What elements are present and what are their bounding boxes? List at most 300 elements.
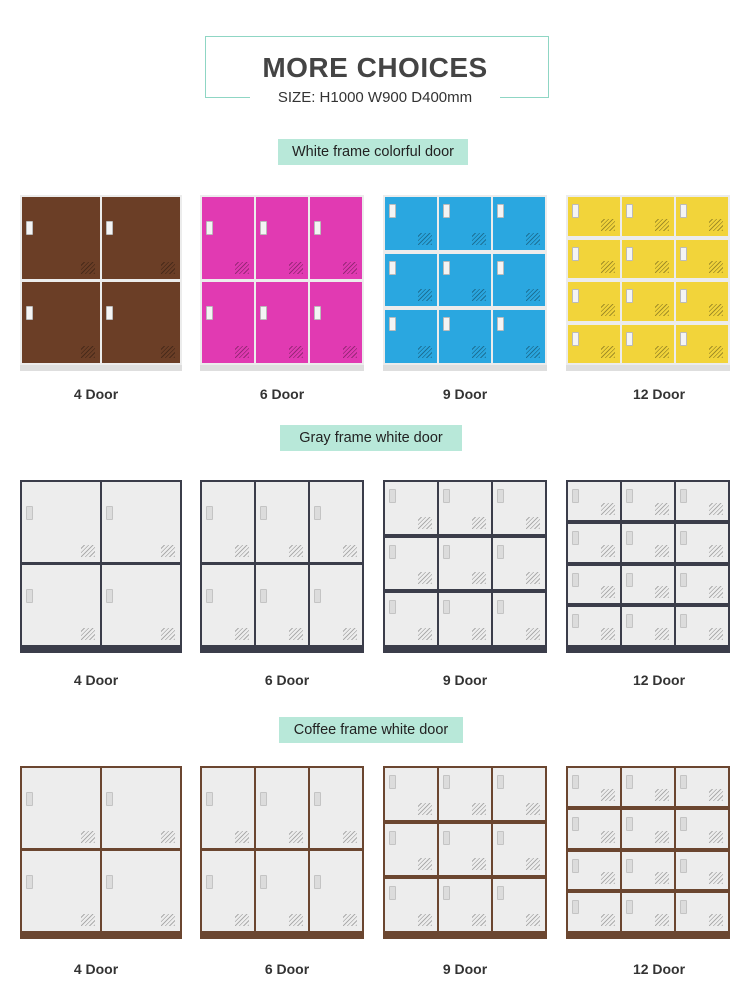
vent-icon bbox=[655, 545, 669, 557]
locker-door bbox=[385, 768, 437, 820]
locker-door bbox=[102, 565, 180, 645]
locker-door bbox=[256, 851, 308, 931]
vent-icon bbox=[418, 233, 432, 245]
vent-icon bbox=[472, 572, 486, 584]
locker-door bbox=[256, 482, 308, 562]
locker-door bbox=[202, 768, 254, 848]
locker-door bbox=[622, 810, 674, 848]
vent-icon bbox=[472, 517, 486, 529]
lock-handle-icon bbox=[260, 589, 267, 603]
locker-door bbox=[568, 852, 620, 890]
lock-handle-icon bbox=[106, 306, 113, 320]
lock-handle-icon bbox=[626, 289, 633, 303]
locker-door bbox=[310, 565, 362, 645]
locker-door bbox=[439, 824, 491, 876]
vent-icon bbox=[289, 831, 303, 843]
locker-base bbox=[383, 933, 547, 939]
locker-door bbox=[310, 482, 362, 562]
vent-icon bbox=[418, 803, 432, 815]
locker-door bbox=[493, 197, 545, 250]
locker-door bbox=[676, 893, 728, 931]
locker-door bbox=[22, 851, 100, 931]
lock-handle-icon bbox=[572, 332, 579, 346]
vent-icon bbox=[343, 545, 357, 557]
locker-door bbox=[310, 768, 362, 848]
locker-white-12-door bbox=[566, 195, 730, 365]
vent-icon bbox=[655, 872, 669, 884]
vent-icon bbox=[601, 545, 615, 557]
lock-handle-icon bbox=[443, 831, 450, 845]
locker-door bbox=[439, 197, 491, 250]
section-label-gray-frame: Gray frame white door bbox=[280, 425, 462, 451]
locker-door bbox=[256, 197, 308, 279]
lock-handle-icon bbox=[572, 289, 579, 303]
lock-handle-icon bbox=[389, 204, 396, 218]
lock-handle-icon bbox=[680, 531, 687, 545]
locker-door bbox=[439, 310, 491, 363]
vent-icon bbox=[709, 346, 723, 358]
locker-door bbox=[676, 325, 728, 364]
lock-handle-icon bbox=[680, 332, 687, 346]
vent-icon bbox=[709, 503, 723, 515]
locker-door bbox=[622, 893, 674, 931]
vent-icon bbox=[472, 628, 486, 640]
lock-handle-icon bbox=[572, 817, 579, 831]
locker-door bbox=[622, 566, 674, 604]
locker-door bbox=[676, 197, 728, 236]
vent-icon bbox=[601, 346, 615, 358]
lock-handle-icon bbox=[680, 289, 687, 303]
vent-icon bbox=[235, 545, 249, 557]
lock-handle-icon bbox=[106, 875, 113, 889]
locker-door bbox=[568, 325, 620, 364]
lock-handle-icon bbox=[26, 306, 33, 320]
vent-icon bbox=[526, 803, 540, 815]
locker-white-9-door bbox=[383, 195, 547, 365]
locker-base bbox=[383, 647, 547, 653]
locker-door bbox=[568, 893, 620, 931]
locker-door bbox=[676, 282, 728, 321]
locker-door bbox=[493, 310, 545, 363]
lock-handle-icon bbox=[497, 204, 504, 218]
lock-handle-icon bbox=[572, 900, 579, 914]
locker-base bbox=[200, 647, 364, 653]
vent-icon bbox=[601, 628, 615, 640]
vent-icon bbox=[601, 219, 615, 231]
locker-door bbox=[310, 282, 362, 364]
locker-door bbox=[676, 566, 728, 604]
lock-handle-icon bbox=[206, 221, 213, 235]
lock-handle-icon bbox=[680, 614, 687, 628]
caption-gray-4-door: 4 Door bbox=[73, 672, 119, 688]
locker-door bbox=[102, 768, 180, 848]
vent-icon bbox=[161, 545, 175, 557]
vent-icon bbox=[472, 858, 486, 870]
vent-icon bbox=[526, 517, 540, 529]
caption-coffee-4-door: 4 Door bbox=[73, 961, 119, 977]
locker-door bbox=[385, 824, 437, 876]
lock-handle-icon bbox=[260, 221, 267, 235]
vent-icon bbox=[161, 262, 175, 274]
lock-handle-icon bbox=[314, 221, 321, 235]
locker-door bbox=[568, 607, 620, 645]
lock-handle-icon bbox=[626, 900, 633, 914]
vent-icon bbox=[655, 628, 669, 640]
locker-door bbox=[102, 851, 180, 931]
locker-door bbox=[22, 565, 100, 645]
locker-coffee-4-door bbox=[20, 766, 182, 933]
lock-handle-icon bbox=[443, 261, 450, 275]
locker-door bbox=[102, 197, 180, 279]
vent-icon bbox=[161, 346, 175, 358]
locker-door bbox=[568, 482, 620, 520]
lock-handle-icon bbox=[680, 204, 687, 218]
vent-icon bbox=[418, 858, 432, 870]
vent-icon bbox=[418, 572, 432, 584]
locker-door bbox=[102, 282, 180, 364]
locker-door bbox=[622, 482, 674, 520]
caption-white-12-door: 12 Door bbox=[632, 386, 686, 402]
vent-icon bbox=[472, 914, 486, 926]
size-spec: SIZE: H1000 W900 D400mm bbox=[250, 88, 500, 108]
locker-door bbox=[622, 768, 674, 806]
locker-base bbox=[383, 365, 547, 371]
lock-handle-icon bbox=[572, 489, 579, 503]
locker-door bbox=[439, 768, 491, 820]
locker-door bbox=[622, 282, 674, 321]
lock-handle-icon bbox=[26, 506, 33, 520]
vent-icon bbox=[289, 262, 303, 274]
lock-handle-icon bbox=[680, 859, 687, 873]
vent-icon bbox=[81, 914, 95, 926]
vent-icon bbox=[601, 261, 615, 273]
locker-door bbox=[22, 197, 100, 279]
locker-door bbox=[676, 240, 728, 279]
lock-handle-icon bbox=[106, 792, 113, 806]
vent-icon bbox=[655, 914, 669, 926]
vent-icon bbox=[81, 628, 95, 640]
lock-handle-icon bbox=[389, 489, 396, 503]
locker-door bbox=[493, 879, 545, 931]
lock-handle-icon bbox=[389, 545, 396, 559]
locker-door bbox=[256, 565, 308, 645]
lock-handle-icon bbox=[680, 573, 687, 587]
vent-icon bbox=[418, 517, 432, 529]
vent-icon bbox=[289, 914, 303, 926]
locker-door bbox=[676, 524, 728, 562]
lock-handle-icon bbox=[626, 859, 633, 873]
locker-door bbox=[622, 325, 674, 364]
locker-door bbox=[22, 482, 100, 562]
vent-icon bbox=[709, 586, 723, 598]
vent-icon bbox=[709, 628, 723, 640]
vent-icon bbox=[655, 831, 669, 843]
vent-icon bbox=[655, 503, 669, 515]
vent-icon bbox=[601, 789, 615, 801]
lock-handle-icon bbox=[497, 489, 504, 503]
locker-door bbox=[202, 197, 254, 279]
vent-icon bbox=[418, 628, 432, 640]
vent-icon bbox=[81, 831, 95, 843]
locker-door bbox=[439, 879, 491, 931]
vent-icon bbox=[601, 586, 615, 598]
locker-door bbox=[568, 282, 620, 321]
locker-base bbox=[200, 365, 364, 371]
vent-icon bbox=[235, 914, 249, 926]
lock-handle-icon bbox=[26, 221, 33, 235]
caption-gray-9-door: 9 Door bbox=[442, 672, 488, 688]
vent-icon bbox=[601, 304, 615, 316]
caption-white-9-door: 9 Door bbox=[442, 386, 488, 402]
vent-icon bbox=[161, 831, 175, 843]
lock-handle-icon bbox=[260, 506, 267, 520]
vent-icon bbox=[526, 628, 540, 640]
vent-icon bbox=[235, 346, 249, 358]
locker-door bbox=[385, 593, 437, 645]
locker-door bbox=[568, 566, 620, 604]
locker-door bbox=[439, 254, 491, 307]
lock-handle-icon bbox=[443, 775, 450, 789]
lock-handle-icon bbox=[389, 317, 396, 331]
vent-icon bbox=[709, 219, 723, 231]
locker-door bbox=[676, 852, 728, 890]
vent-icon bbox=[161, 628, 175, 640]
vent-icon bbox=[526, 858, 540, 870]
lock-handle-icon bbox=[260, 306, 267, 320]
vent-icon bbox=[709, 304, 723, 316]
locker-door bbox=[439, 593, 491, 645]
locker-gray-6-door bbox=[200, 480, 364, 647]
caption-coffee-12-door: 12 Door bbox=[632, 961, 686, 977]
locker-door bbox=[22, 768, 100, 848]
vent-icon bbox=[418, 289, 432, 301]
locker-gray-9-door bbox=[383, 480, 547, 647]
lock-handle-icon bbox=[572, 204, 579, 218]
locker-door bbox=[439, 538, 491, 590]
lock-handle-icon bbox=[572, 531, 579, 545]
locker-door bbox=[385, 482, 437, 534]
lock-handle-icon bbox=[572, 775, 579, 789]
lock-handle-icon bbox=[106, 506, 113, 520]
locker-door bbox=[493, 593, 545, 645]
locker-base bbox=[200, 933, 364, 939]
locker-door bbox=[202, 851, 254, 931]
vent-icon bbox=[472, 289, 486, 301]
locker-door bbox=[202, 565, 254, 645]
lock-handle-icon bbox=[389, 600, 396, 614]
lock-handle-icon bbox=[572, 859, 579, 873]
locker-white-6-door bbox=[200, 195, 364, 365]
locker-gray-12-door bbox=[566, 480, 730, 647]
lock-handle-icon bbox=[497, 545, 504, 559]
vent-icon bbox=[418, 914, 432, 926]
vent-icon bbox=[343, 628, 357, 640]
lock-handle-icon bbox=[314, 506, 321, 520]
lock-handle-icon bbox=[206, 792, 213, 806]
lock-handle-icon bbox=[497, 600, 504, 614]
vent-icon bbox=[81, 262, 95, 274]
vent-icon bbox=[418, 346, 432, 358]
lock-handle-icon bbox=[626, 531, 633, 545]
vent-icon bbox=[526, 572, 540, 584]
locker-white-4-door bbox=[20, 195, 182, 365]
locker-base bbox=[566, 365, 730, 371]
vent-icon bbox=[343, 914, 357, 926]
lock-handle-icon bbox=[497, 831, 504, 845]
lock-handle-icon bbox=[497, 775, 504, 789]
vent-icon bbox=[655, 304, 669, 316]
vent-icon bbox=[655, 789, 669, 801]
caption-coffee-6-door: 6 Door bbox=[264, 961, 310, 977]
locker-door bbox=[102, 482, 180, 562]
lock-handle-icon bbox=[26, 792, 33, 806]
caption-coffee-9-door: 9 Door bbox=[442, 961, 488, 977]
vent-icon bbox=[81, 545, 95, 557]
lock-handle-icon bbox=[497, 261, 504, 275]
vent-icon bbox=[472, 233, 486, 245]
lock-handle-icon bbox=[314, 792, 321, 806]
lock-handle-icon bbox=[626, 204, 633, 218]
vent-icon bbox=[709, 914, 723, 926]
locker-door bbox=[568, 240, 620, 279]
vent-icon bbox=[235, 831, 249, 843]
vent-icon bbox=[343, 262, 357, 274]
lock-handle-icon bbox=[314, 589, 321, 603]
locker-door bbox=[493, 254, 545, 307]
locker-door bbox=[202, 282, 254, 364]
locker-door bbox=[493, 824, 545, 876]
vent-icon bbox=[655, 346, 669, 358]
locker-door bbox=[493, 482, 545, 534]
locker-door bbox=[256, 282, 308, 364]
locker-coffee-6-door bbox=[200, 766, 364, 933]
locker-door bbox=[676, 768, 728, 806]
locker-base bbox=[566, 933, 730, 939]
vent-icon bbox=[601, 914, 615, 926]
lock-handle-icon bbox=[260, 875, 267, 889]
vent-icon bbox=[526, 289, 540, 301]
vent-icon bbox=[655, 261, 669, 273]
caption-gray-6-door: 6 Door bbox=[264, 672, 310, 688]
vent-icon bbox=[235, 628, 249, 640]
vent-icon bbox=[601, 831, 615, 843]
lock-handle-icon bbox=[572, 614, 579, 628]
locker-coffee-12-door bbox=[566, 766, 730, 933]
locker-coffee-9-door bbox=[383, 766, 547, 933]
lock-handle-icon bbox=[206, 589, 213, 603]
lock-handle-icon bbox=[497, 317, 504, 331]
lock-handle-icon bbox=[206, 306, 213, 320]
locker-door bbox=[676, 482, 728, 520]
vent-icon bbox=[343, 346, 357, 358]
caption-white-6-door: 6 Door bbox=[259, 386, 305, 402]
vent-icon bbox=[289, 545, 303, 557]
vent-icon bbox=[601, 503, 615, 515]
locker-door bbox=[256, 768, 308, 848]
vent-icon bbox=[161, 914, 175, 926]
lock-handle-icon bbox=[680, 817, 687, 831]
vent-icon bbox=[343, 831, 357, 843]
lock-handle-icon bbox=[680, 775, 687, 789]
lock-handle-icon bbox=[389, 886, 396, 900]
vent-icon bbox=[709, 545, 723, 557]
locker-door bbox=[22, 282, 100, 364]
caption-gray-12-door: 12 Door bbox=[632, 672, 686, 688]
lock-handle-icon bbox=[443, 489, 450, 503]
lock-handle-icon bbox=[626, 573, 633, 587]
lock-handle-icon bbox=[443, 545, 450, 559]
lock-handle-icon bbox=[389, 261, 396, 275]
vent-icon bbox=[709, 261, 723, 273]
lock-handle-icon bbox=[260, 792, 267, 806]
locker-door bbox=[493, 768, 545, 820]
locker-door bbox=[568, 768, 620, 806]
lock-handle-icon bbox=[26, 875, 33, 889]
lock-handle-icon bbox=[314, 875, 321, 889]
lock-handle-icon bbox=[206, 875, 213, 889]
lock-handle-icon bbox=[206, 506, 213, 520]
locker-door bbox=[385, 310, 437, 363]
vent-icon bbox=[472, 346, 486, 358]
lock-handle-icon bbox=[626, 817, 633, 831]
vent-icon bbox=[655, 586, 669, 598]
locker-door bbox=[622, 197, 674, 236]
lock-handle-icon bbox=[26, 589, 33, 603]
vent-icon bbox=[526, 914, 540, 926]
lock-handle-icon bbox=[497, 886, 504, 900]
locker-gray-4-door bbox=[20, 480, 182, 647]
locker-door bbox=[622, 524, 674, 562]
lock-handle-icon bbox=[443, 204, 450, 218]
locker-door bbox=[310, 197, 362, 279]
section-label-white-frame: White frame colorful door bbox=[278, 139, 468, 165]
locker-door bbox=[568, 524, 620, 562]
vent-icon bbox=[472, 803, 486, 815]
lock-handle-icon bbox=[680, 247, 687, 261]
lock-handle-icon bbox=[106, 221, 113, 235]
caption-white-4-door: 4 Door bbox=[73, 386, 119, 402]
lock-handle-icon bbox=[443, 886, 450, 900]
lock-handle-icon bbox=[106, 589, 113, 603]
vent-icon bbox=[289, 346, 303, 358]
lock-handle-icon bbox=[389, 831, 396, 845]
locker-door bbox=[385, 197, 437, 250]
lock-handle-icon bbox=[626, 775, 633, 789]
vent-icon bbox=[289, 628, 303, 640]
lock-handle-icon bbox=[626, 332, 633, 346]
locker-door bbox=[676, 810, 728, 848]
lock-handle-icon bbox=[389, 775, 396, 789]
vent-icon bbox=[709, 831, 723, 843]
locker-base bbox=[20, 365, 182, 371]
vent-icon bbox=[709, 872, 723, 884]
lock-handle-icon bbox=[443, 600, 450, 614]
lock-handle-icon bbox=[572, 247, 579, 261]
vent-icon bbox=[526, 233, 540, 245]
vent-icon bbox=[81, 346, 95, 358]
lock-handle-icon bbox=[443, 317, 450, 331]
lock-handle-icon bbox=[680, 900, 687, 914]
locker-door bbox=[385, 254, 437, 307]
vent-icon bbox=[655, 219, 669, 231]
locker-door bbox=[202, 482, 254, 562]
lock-handle-icon bbox=[680, 489, 687, 503]
locker-door bbox=[310, 851, 362, 931]
vent-icon bbox=[235, 262, 249, 274]
page-title: MORE CHOICES bbox=[262, 52, 488, 83]
section-label-coffee-frame: Coffee frame white door bbox=[279, 717, 463, 743]
locker-door bbox=[568, 197, 620, 236]
